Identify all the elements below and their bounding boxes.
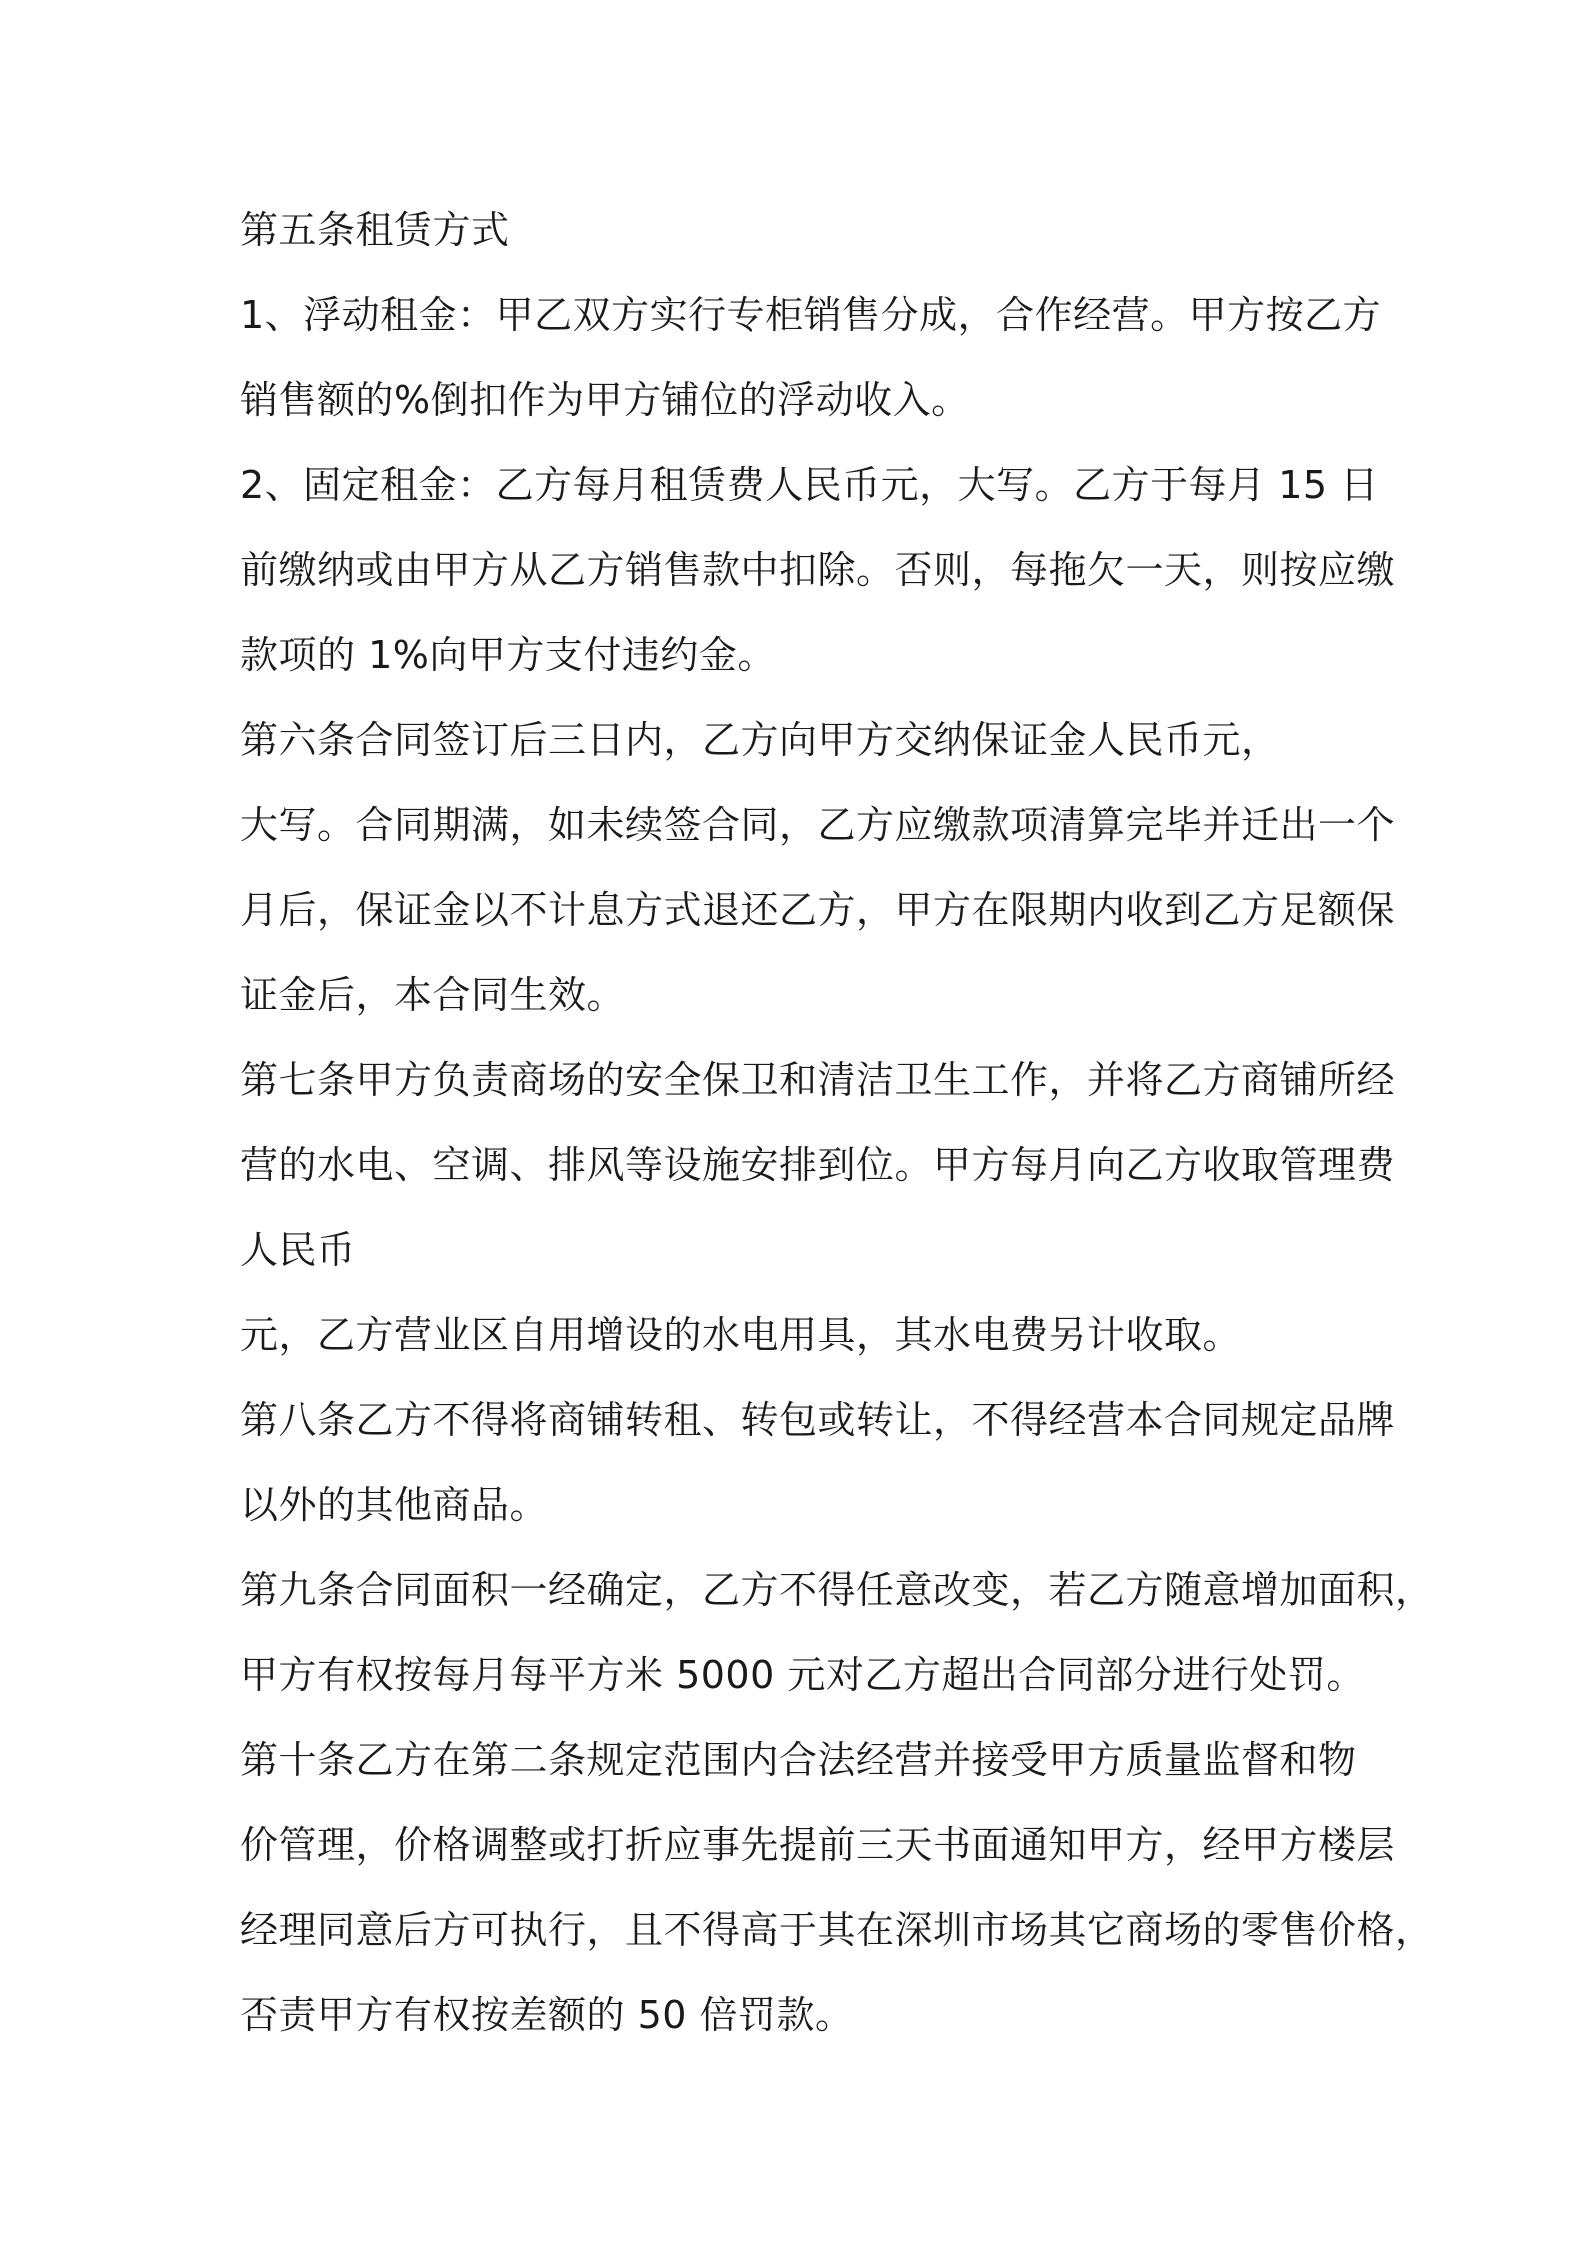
- section-7-line-2: 营的水电、空调、排风等设施安排到位。甲方每月向乙方收取管理费: [240, 1143, 1396, 1187]
- section-6-line-4: 证金后，本合同生效。: [240, 973, 626, 1017]
- clause-fixed-rent-line-1: 2、固定租金：乙方每月租赁费人民币元，大写。乙方于每月 15 日: [240, 463, 1379, 507]
- clause-fixed-rent-line-3: 款项的 1%向甲方支付违约金。: [240, 633, 776, 677]
- section-9-line-2: 甲方有权按每月每平方米 5000 元对乙方超出合同部分进行处罚。: [240, 1653, 1365, 1697]
- contract-text: [240, 200, 1434, 2070]
- section-10-line-1: 第十条乙方在第二条规定范围内合法经营并接受甲方质量监督和物: [240, 1738, 1357, 1782]
- section-8-line-2: 以外的其他商品。: [240, 1483, 549, 1527]
- section-5-heading: 第五条租赁方式: [240, 208, 510, 252]
- section-9-line-1: 第九条合同面积一经确定，乙方不得任意改变，若乙方随意增加面积，: [240, 1568, 1434, 1612]
- section-7-line-3: 人民币: [240, 1228, 356, 1272]
- clause-floating-rent-line-2: 销售额的%倒扣作为甲方铺位的浮动收入。: [240, 378, 970, 422]
- section-7-line-1: 第七条甲方负责商场的安全保卫和清洁卫生工作，并将乙方商铺所经: [240, 1058, 1396, 1102]
- section-8-line-1: 第八条乙方不得将商铺转租、转包或转让，不得经营本合同规定品牌: [240, 1398, 1396, 1442]
- section-6-line-3: 月后，保证金以不计息方式退还乙方，甲方在限期内收到乙方足额保: [240, 888, 1396, 932]
- section-10-line-4: 否责甲方有权按差额的 50 倍罚款。: [240, 1993, 854, 2037]
- section-10-line-2: 价管理，价格调整或打折应事先提前三天书面通知甲方，经甲方楼层: [240, 1823, 1396, 1867]
- section-6-line-1: 第六条合同签订后三日内，乙方向甲方交纳保证金人民币元，: [240, 718, 1280, 762]
- section-7-line-4: 元，乙方营业区自用增设的水电用具，其水电费另计收取。: [240, 1313, 1242, 1357]
- clause-floating-rent-line-1: 1、浮动租金：甲乙双方实行专柜销售分成，合作经营。甲方按乙方: [240, 293, 1382, 337]
- clause-fixed-rent-line-2: 前缴纳或由甲方从乙方销售款中扣除。否则，每拖欠一天，则按应缴: [240, 548, 1396, 592]
- section-6-line-2: 大写。合同期满，如未续签合同，乙方应缴款项清算完毕并迁出一个: [240, 803, 1396, 847]
- section-10-line-3: 经理同意后方可执行，且不得高于其在深圳市场其它商场的零售价格，: [240, 1908, 1434, 1952]
